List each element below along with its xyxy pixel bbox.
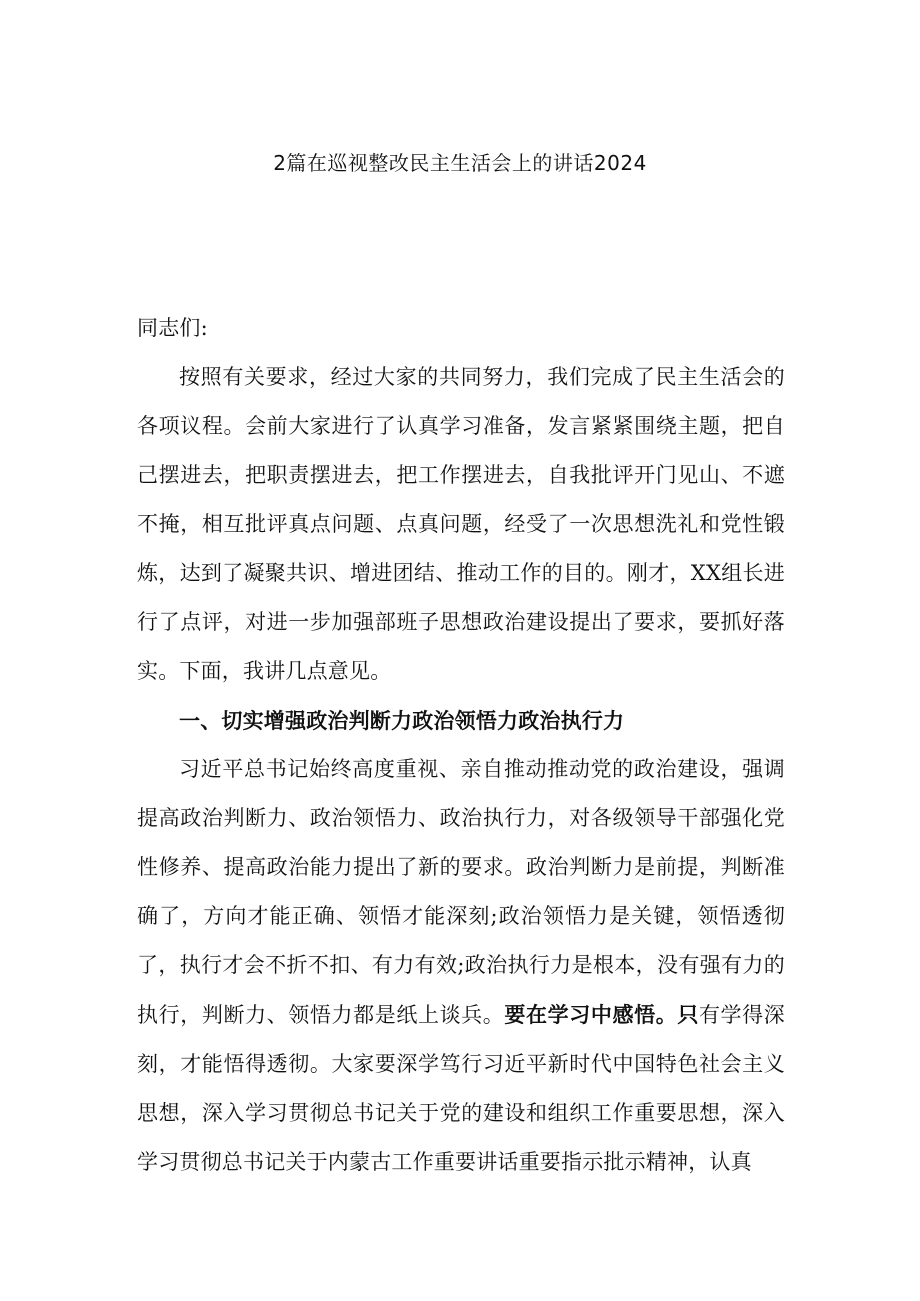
paragraph-political-ability [137, 745, 785, 1187]
salutation: 同志们: [137, 316, 208, 340]
paragraph-text-part: 有学得深刻，才能悟得透彻。大家要深学笃行习近平新时代中国特色社会主义思想，深入学习贯彻总书记关于党的建设和组织工作重要思想，深入学习贯彻总书记关于内蒙古工作重要讲话重要指示批示精神，认真 [137, 1003, 785, 1174]
emphasis-text: 要在学习中感悟。只 [504, 1002, 699, 1027]
paragraph-opening: 按照有关要求，经过大家的共同努力，我们完成了民主生活会的各项议程。会前大家进行了认真学习准备，发言紧紧围绕主题，把自己摆进去，把职责摆进去，把工作摆进去，自我批评开门见山、不遮不掩，相互批评真点问题、点真问题，经受了一次思想洗礼和党性锻炼，达到了凝聚共识、增进团结、推动工作的目的。刚才，XX组长进行了点评，对进一步加强部班子思想政治建设提出了要求，要抓好落实。下面，我讲几点意见。 [137, 365, 785, 683]
section-heading-1: 一、切实增强政治判断力政治领悟力政治执行力 [179, 708, 625, 733]
document-title: 2篇在巡视整改民主生活会上的讲话2024 [273, 151, 647, 175]
paragraph-text-part: 习近平总书记始终高度重视、亲自推动推动党的政治建设，强调提高政治判断力、政治领悟力、政治执行力，对各级领导干部强化党性修养、提高政治能力提出了新的要求。政治判断力是前提，判断准确了，方向才能正确、领悟才能深刻;政治领悟力是关键，领悟透彻了，执行才会不折不扣、有力有效;政治执行力是根本，没有强有力的执行，判断力、领悟力都是纸上谈兵。 [137, 757, 785, 1027]
document-body [137, 304, 785, 1187]
